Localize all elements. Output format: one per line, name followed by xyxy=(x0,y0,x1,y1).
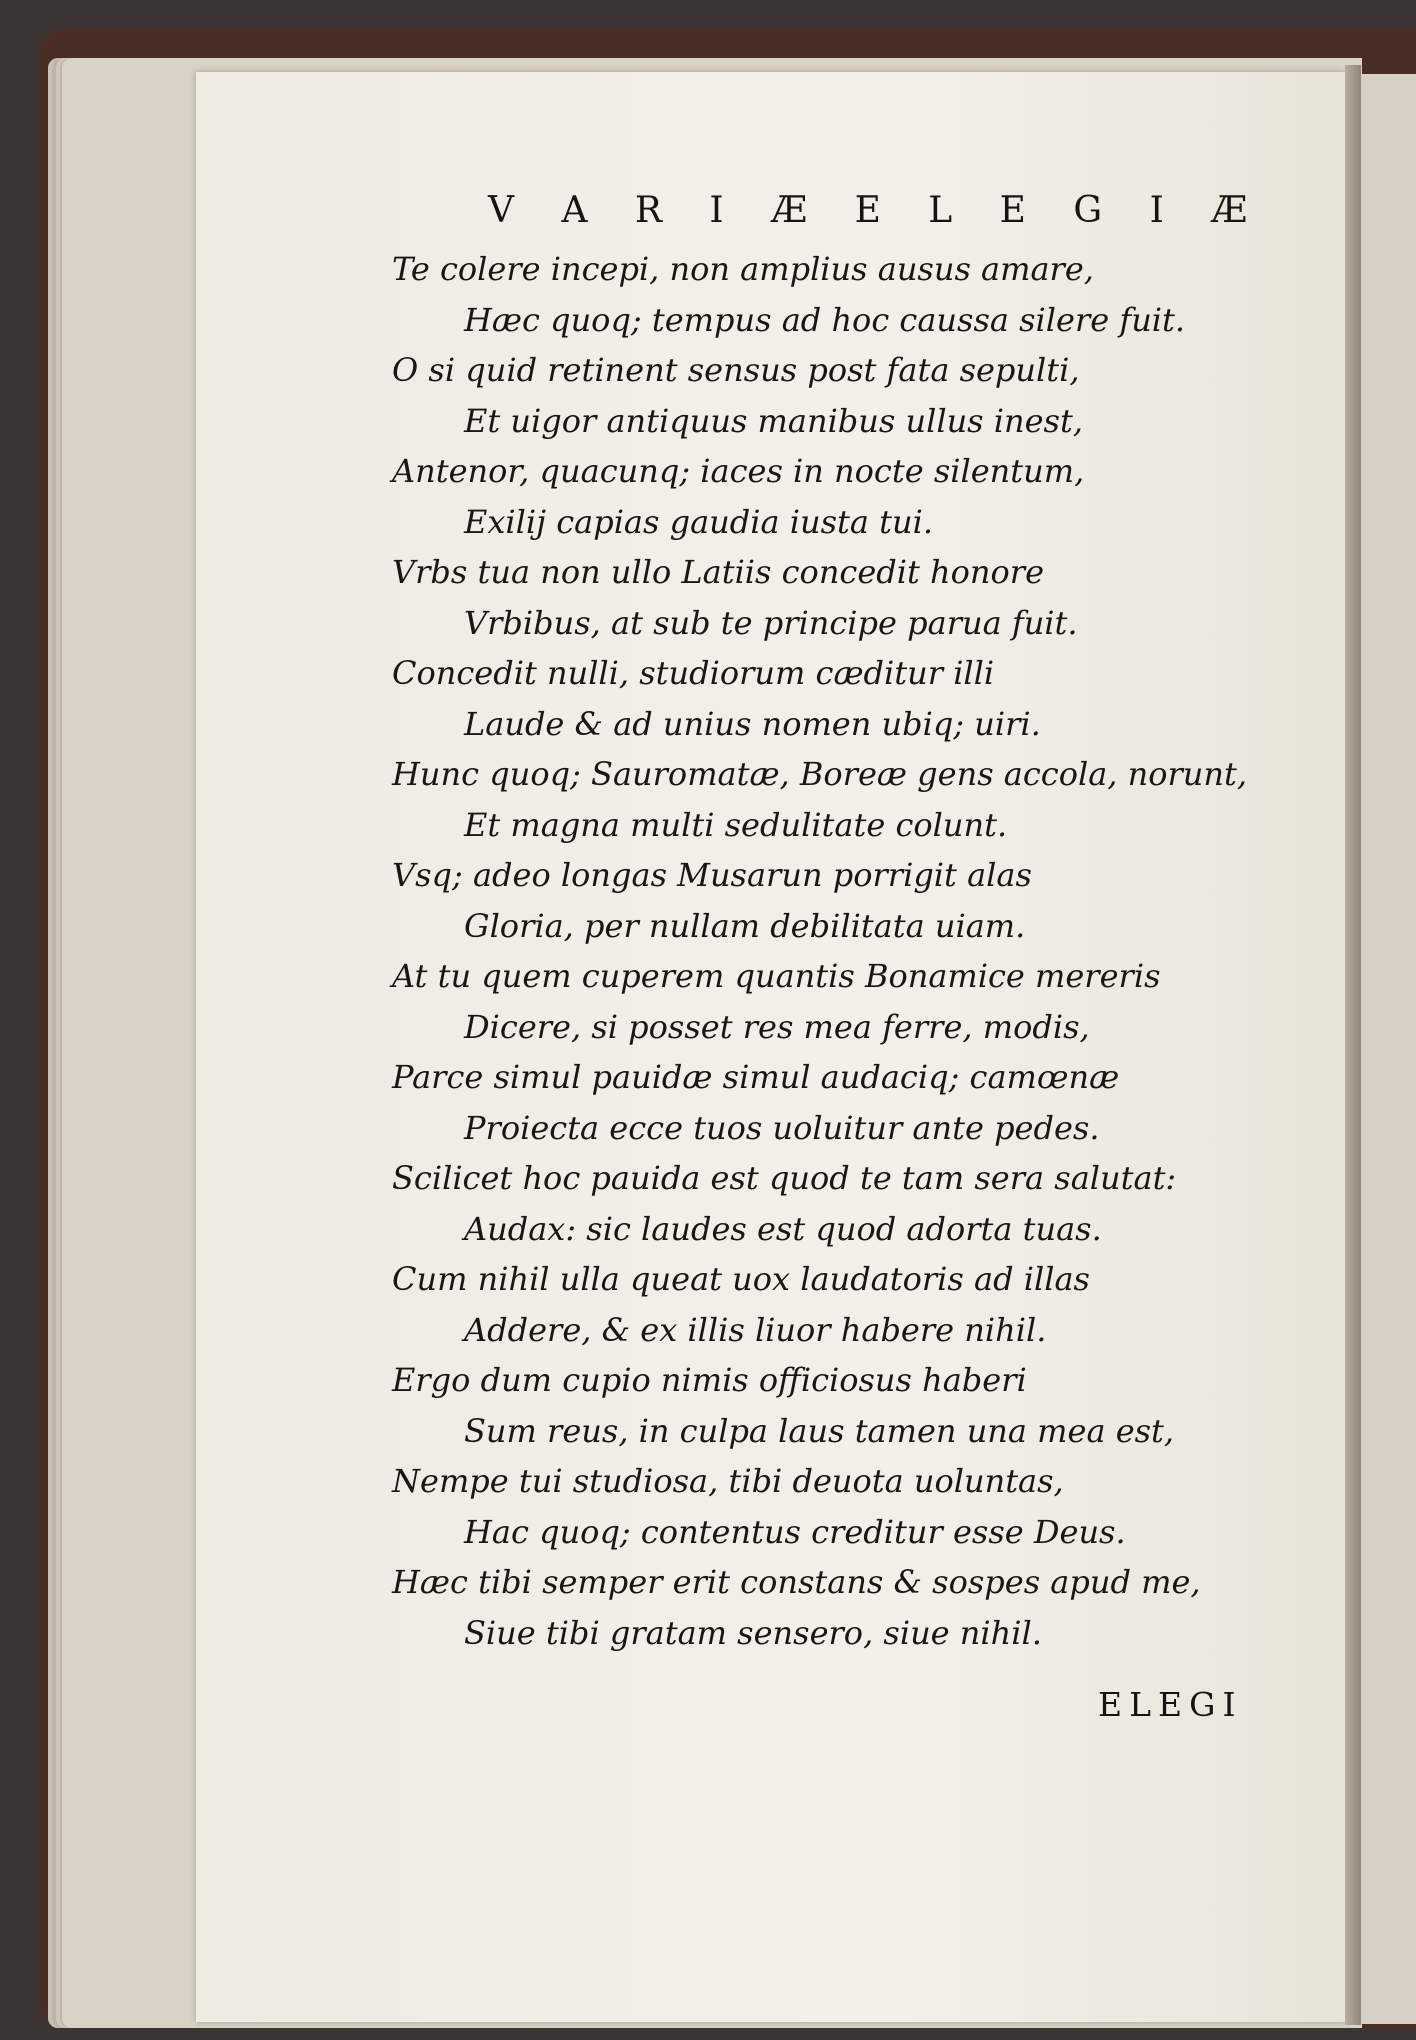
poem-line: Cum nihil ulla queat uox laudatoris ad illas xyxy=(392,1260,1090,1298)
poem-line: Parce simul pauidæ simul audaciq; camœnæ xyxy=(392,1058,1120,1096)
poem-line: Et magna multi sedulitate colunt. xyxy=(464,805,1008,844)
poem-line: Hæc quoq; tempus ad hoc caussa silere fuit. xyxy=(464,300,1186,339)
running-header: V A R I Æ E L E G I Æ xyxy=(488,190,1266,231)
poem-line: Audax: sic laudes est quod adorta tuas. xyxy=(464,1209,1102,1248)
poem-text xyxy=(392,244,1252,1658)
book-gutter xyxy=(1345,65,1361,2025)
poem-line: Concedit nulli, studiorum cæditur illi xyxy=(392,654,995,692)
poem-line: Laude & ad unius nomen ubiq; uiri. xyxy=(464,704,1041,743)
poem-line: Exilij capias gaudia iusta tui. xyxy=(464,502,933,541)
poem-line: Vsq; adeo longas Musarun porrigit alas xyxy=(392,856,1032,894)
facing-page-edge xyxy=(1360,74,1416,2024)
poem-line: Hæc tibi semper erit constans & sospes apud me, xyxy=(392,1563,1201,1601)
poem-line: Scilicet hoc pauida est quod te tam sera salutat: xyxy=(392,1159,1177,1197)
poem-line: Vrbibus, at sub te principe parua fuit. xyxy=(464,603,1078,642)
poem-line: Hac quoq; contentus creditur esse Deus. xyxy=(464,1512,1126,1551)
poem-line: Ergo dum cupio nimis officiosus haberi xyxy=(392,1361,1027,1399)
poem-line: O si quid retinent sensus post fata sepulti, xyxy=(392,351,1080,389)
poem-line: Sum reus, in culpa laus tamen una mea est, xyxy=(464,1411,1175,1450)
poem-line: Et uigor antiquus manibus ullus inest, xyxy=(464,401,1083,440)
poem-line: Vrbs tua non ullo Latiis concedit honore xyxy=(392,553,1045,591)
poem-line: Proiecta ecce tuos uoluitur ante pedes. xyxy=(464,1108,1100,1147)
poem-line: At tu quem cuperem quantis Bonamice mereris xyxy=(392,957,1161,995)
poem-line: Gloria, per nullam debilitata uiam. xyxy=(464,906,1026,945)
poem-line: Nempe tui studiosa, tibi deuota uoluntas, xyxy=(392,1462,1064,1500)
poem-line: Te colere incepi, non amplius ausus amare, xyxy=(392,250,1094,288)
poem-line: Dicere, si posset res mea ferre, modis, xyxy=(464,1007,1090,1046)
catchword: ELEGI xyxy=(1098,1685,1243,1724)
poem-line: Addere, & ex illis liuor habere nihil. xyxy=(464,1310,1047,1349)
poem-line: Antenor, quacunq; iaces in nocte silentum, xyxy=(392,452,1085,490)
poem-line: Hunc quoq; Sauromatæ, Boreæ gens accola, norunt, xyxy=(392,755,1248,793)
poem-line: Siue tibi gratam sensero, siue nihil. xyxy=(464,1613,1042,1652)
